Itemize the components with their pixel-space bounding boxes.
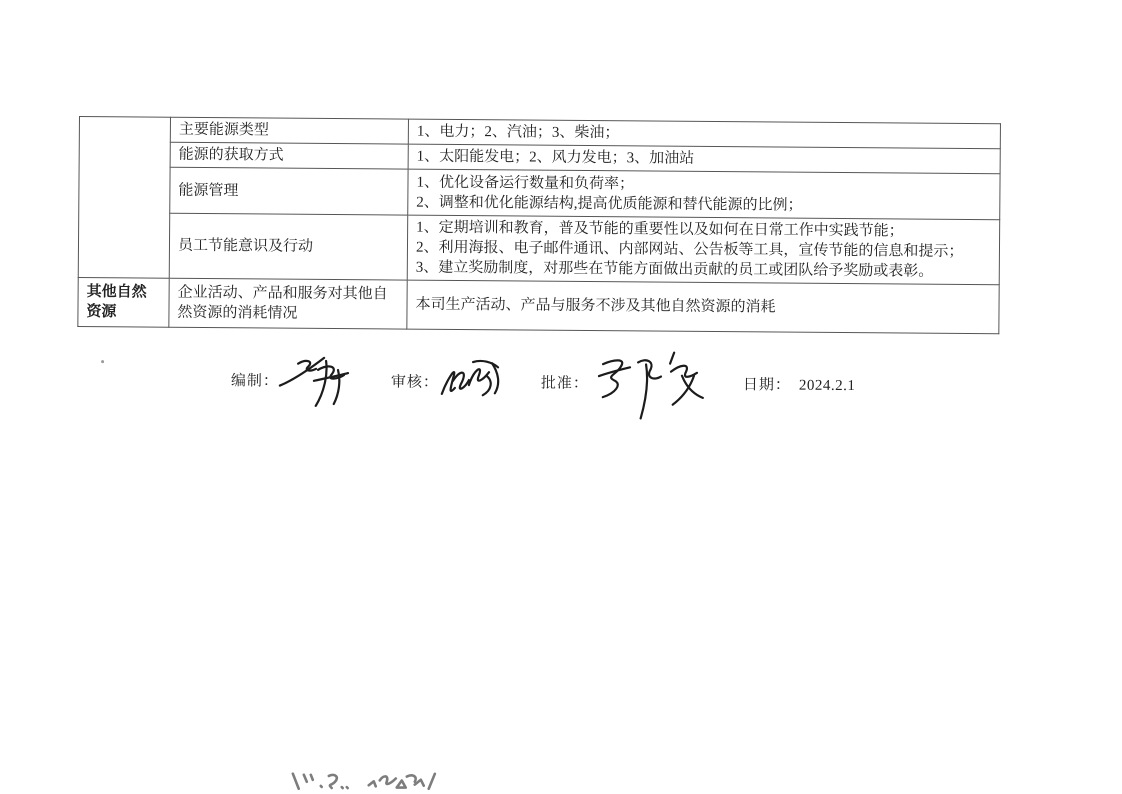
table-row: [79, 166, 1000, 219]
energy-resource-table: [77, 116, 1001, 334]
row-label: 能源的获取方式: [178, 146, 284, 164]
row-label: 企业活动、产品和服务对其他自然资源的消耗情况: [177, 284, 388, 322]
date-label: 日期：: [742, 377, 791, 394]
category-cell: [78, 277, 169, 327]
page-bottom-handwriting-fragment: [285, 770, 443, 794]
table-row: [78, 212, 999, 284]
row-content-cell: [407, 215, 999, 285]
row-content-line: 1、优化设备运行数量和负荷率；: [416, 174, 635, 192]
approved-by-label: 批准：: [540, 375, 589, 393]
date-value: 2024.2.1: [798, 377, 856, 395]
row-content-cell: [407, 280, 999, 334]
prepared-by-label: 编制：: [230, 373, 279, 390]
row-label-cell: [170, 167, 408, 215]
date-label-group: [743, 373, 856, 395]
approved-signature: [593, 348, 714, 421]
row-label: 能源管理: [178, 182, 239, 199]
row-label-cell: [170, 117, 408, 144]
row-content-line: 本司生产活动、产品与服务不涉及其他自然资源的消耗: [415, 296, 776, 316]
row-content-line: 2、调整和优化能源结构,提高优质能源和替代能源的比例；: [416, 194, 803, 214]
table-row: [78, 277, 999, 333]
row-label-cell: [169, 278, 407, 329]
row-label: 主要能源类型: [178, 121, 269, 139]
category-label: 其他自然资源: [86, 284, 147, 321]
row-label: 员工节能意识及行动: [177, 237, 314, 255]
row-label-cell: [170, 142, 408, 169]
scan-speck: [101, 360, 104, 363]
row-content-cell: [408, 169, 1000, 220]
row-content-line: 1、太阳能发电；2、风力发电；3、加油站: [416, 148, 695, 167]
category-cell-empty: [78, 116, 170, 278]
row-content-line: 2、利用海报、电子邮件通讯、内部网站、公告板等工具，宣传节能的信息和提示；: [415, 239, 964, 260]
prepared-signature: [278, 348, 356, 411]
row-content-line: 1、定期培训和教育，普及节能的重要性以及如何在日常工作中实践节能；: [416, 219, 904, 240]
row-label-cell: [169, 213, 408, 280]
row-content-line: 3、建立奖励制度，对那些在节能方面做出贡献的员工或团队给予奖励或表彰。: [415, 259, 934, 280]
reviewed-signature: [438, 354, 510, 405]
reviewed-by-label: 审核：: [390, 374, 439, 391]
row-content-line: 1、电力；2、汽油；3、柴油；: [416, 123, 620, 142]
